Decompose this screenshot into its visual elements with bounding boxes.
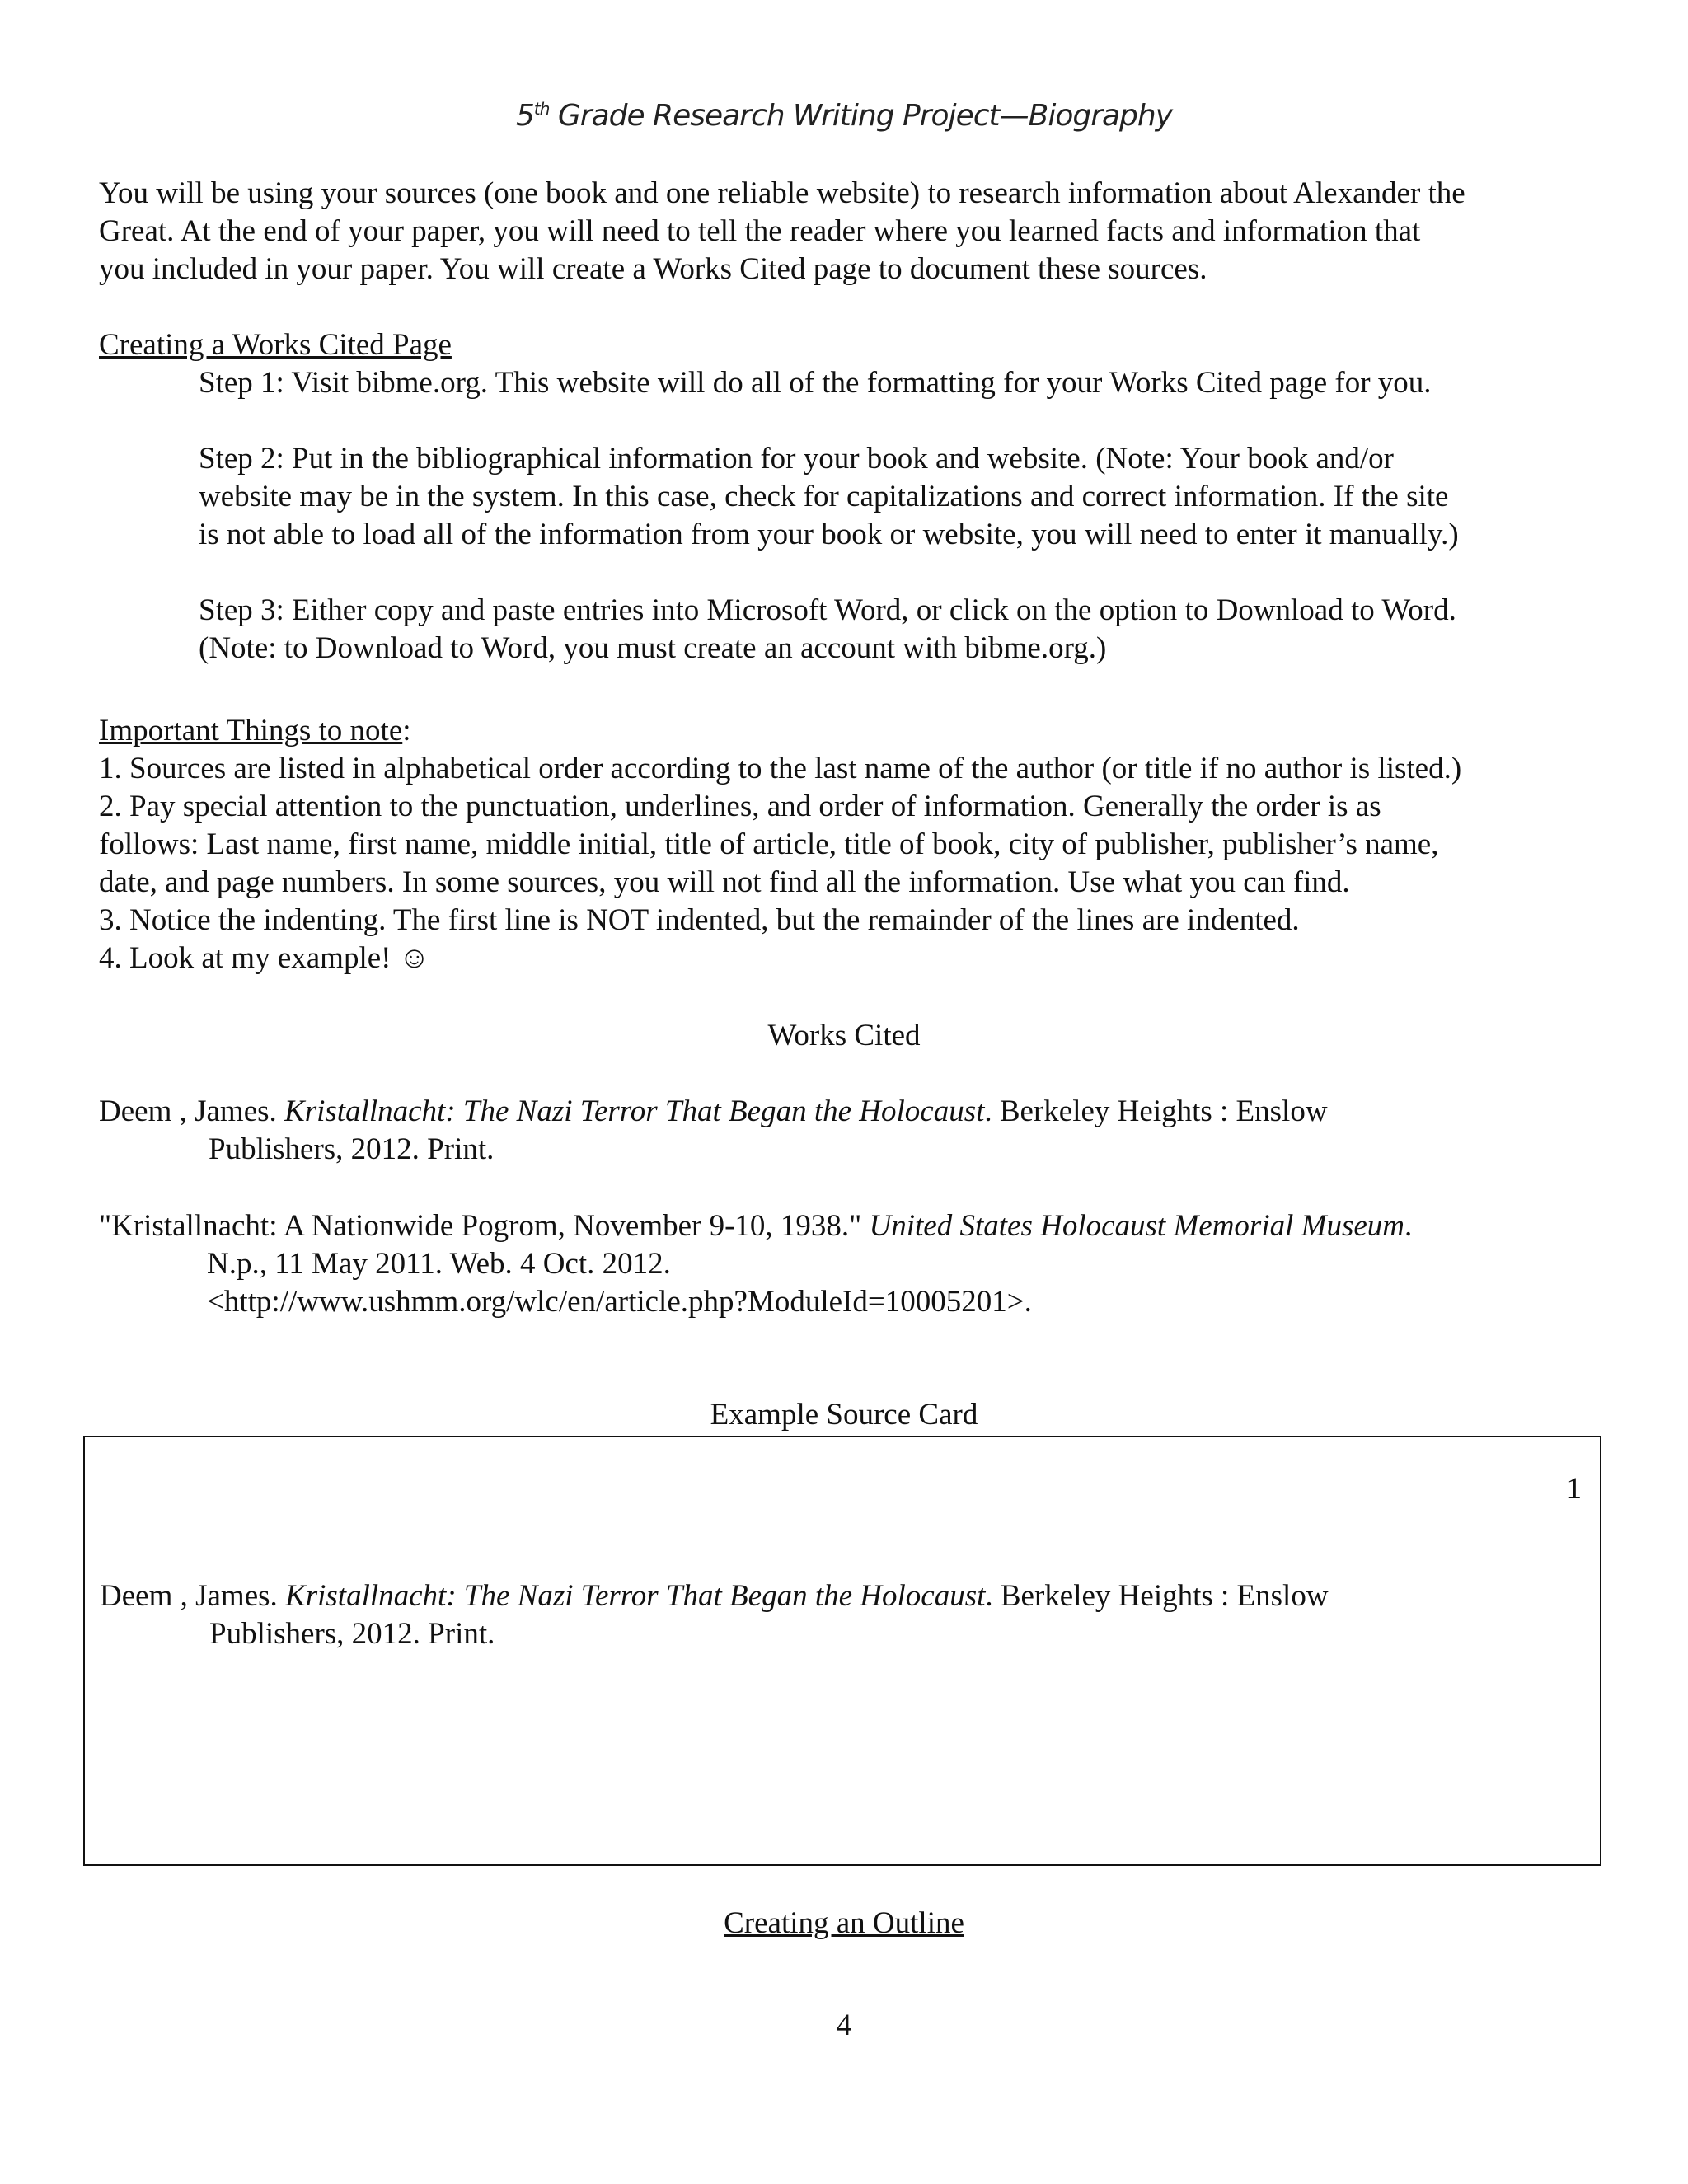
step-2-line: is not able to load all of the information from your book or website, you will need to enter it manually.) — [199, 518, 1459, 551]
intro-line: you included in your paper. You will create a Works Cited page to document these sources. — [99, 252, 1207, 286]
step-2 — [199, 440, 1600, 554]
citation-author: Deem , James. — [100, 1579, 286, 1613]
citation-line — [99, 1207, 1599, 1245]
citation-author: Deem , James. — [99, 1094, 285, 1128]
citation-line — [100, 1577, 1583, 1615]
document-header — [0, 99, 1688, 133]
citation-period: . — [1404, 1209, 1413, 1243]
intro-paragraph — [99, 175, 1599, 288]
works-cited-section-heading: Creating a Works Cited Page — [99, 328, 452, 362]
outline-heading: Creating an Outline — [724, 1906, 964, 1940]
notes-heading-colon: : — [402, 714, 411, 748]
header-title: Grade Research Writing Project—Biography — [549, 99, 1173, 133]
citation-line: Publishers, 2012. Print. — [209, 1617, 495, 1651]
source-card-citation — [100, 1577, 1583, 1653]
citation-entry-2 — [99, 1207, 1599, 1321]
source-card-number: 1 — [1566, 1472, 1582, 1506]
note-item: 4. Look at my example! ☺ — [99, 941, 430, 975]
step-2-line: website may be in the system. In this case, check for capitalizations and correct information. If the site — [199, 480, 1449, 513]
note-item: 2. Pay special attention to the punctuation, underlines, and order of information. Generally the order is as — [99, 790, 1381, 823]
citation-publisher: . Berkeley Heights : Enslow — [985, 1579, 1329, 1613]
source-card-title: Example Source Card — [710, 1398, 978, 1432]
note-item: 1. Sources are listed in alphabetical order according to the last name of the author (or title if no author is listed.) — [99, 752, 1462, 785]
citation-article: "Kristallnacht: A Nationwide Pogrom, November 9-10, 1938." — [99, 1209, 870, 1243]
header-grade-suffix: th — [533, 99, 550, 119]
source-card — [83, 1436, 1601, 1866]
outline-heading-row — [0, 1905, 1688, 1943]
citation-line: Publishers, 2012. Print. — [209, 1132, 495, 1166]
notes-list — [99, 712, 1607, 977]
header-grade-number: 5 — [515, 99, 534, 133]
citation-line — [99, 1093, 1599, 1131]
note-item: follows: Last name, first name, middle initial, title of article, title of book, city of publisher, publisher’s name, — [99, 827, 1439, 861]
step-3 — [199, 592, 1600, 668]
step-3-line: (Note: to Download to Word, you must create an account with bibme.org.) — [199, 631, 1107, 665]
citation-title: Kristallnacht: The Nazi Terror That Began the Holocaust — [284, 1094, 985, 1128]
page-number: 4 — [836, 2008, 852, 2042]
citation-entry-1 — [99, 1093, 1599, 1169]
works-cited-title: Works Cited — [767, 1019, 921, 1052]
citation-line: N.p., 11 May 2011. Web. 4 Oct. 2012. — [207, 1247, 671, 1281]
citation-url: <http://www.ushmm.org/wlc/en/article.php?ModuleId=10005201>. — [207, 1285, 1032, 1319]
step-3-line: Step 3: Either copy and paste entries into Microsoft Word, or click on the option to Download to Word. — [199, 593, 1456, 627]
citation-title: Kristallnacht: The Nazi Terror That Began the Holocaust — [285, 1579, 986, 1613]
intro-line: You will be using your sources (one book and one reliable website) to research information about Alexander the — [99, 176, 1465, 210]
notes-heading: Important Things to note — [99, 714, 403, 748]
note-item: 3. Notice the indenting. The first line is NOT indented, but the remainder of the lines are indented. — [99, 903, 1300, 937]
step-1 — [199, 364, 1600, 402]
step-2-line: Step 2: Put in the bibliographical information for your book and website. (Note: Your book and/or — [199, 442, 1394, 476]
citation-publisher: . Berkeley Heights : Enslow — [984, 1094, 1328, 1128]
citation-site: United States Holocaust Memorial Museum — [869, 1209, 1405, 1243]
intro-line: Great. At the end of your paper, you will need to tell the reader where you learned facts and information that — [99, 214, 1421, 248]
note-item: date, and page numbers. In some sources, you will not find all the information. Use what you can find. — [99, 865, 1350, 899]
step-1-text: Step 1: Visit bibme.org. This website will do all of the formatting for your Works Cited page for you. — [199, 366, 1432, 400]
notes-heading-row — [99, 712, 1607, 750]
